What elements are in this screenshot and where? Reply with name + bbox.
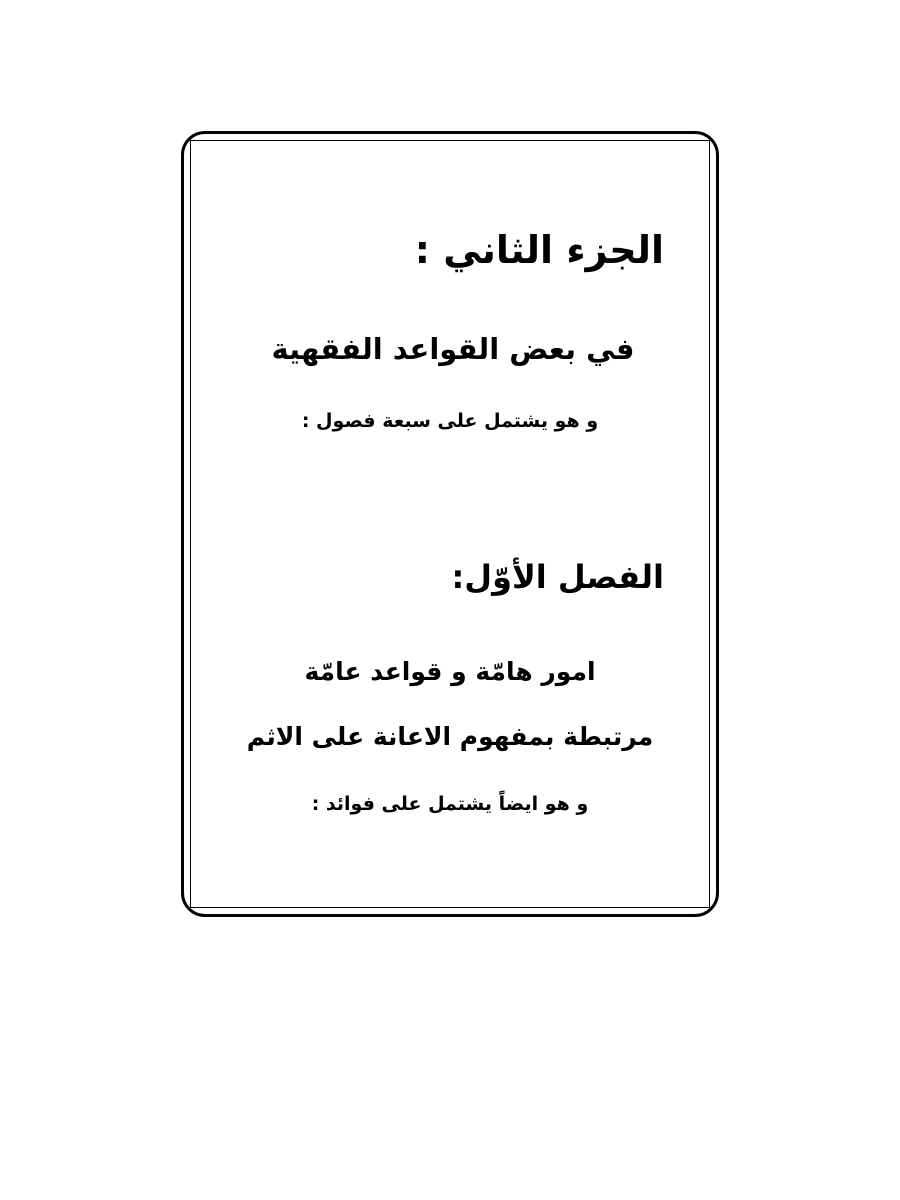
- chapter-subtitle-line2: مرتبطة بمفهوم الاعانة على الاثم: [246, 722, 654, 751]
- part-subtitle: في بعض القواعد الفقهية: [271, 332, 635, 366]
- chapter-subtitle-line1: امور هامّة و قواعد عامّة: [304, 657, 596, 686]
- part-note: و هو يشتمل على سبعة فصول :: [301, 410, 599, 432]
- chapter-note: و هو ايضاً يشتمل على فوائد :: [311, 793, 589, 815]
- part-title: الجزء الثاني :: [414, 228, 664, 272]
- chapter-title: الفصل الأوّل:: [451, 558, 664, 596]
